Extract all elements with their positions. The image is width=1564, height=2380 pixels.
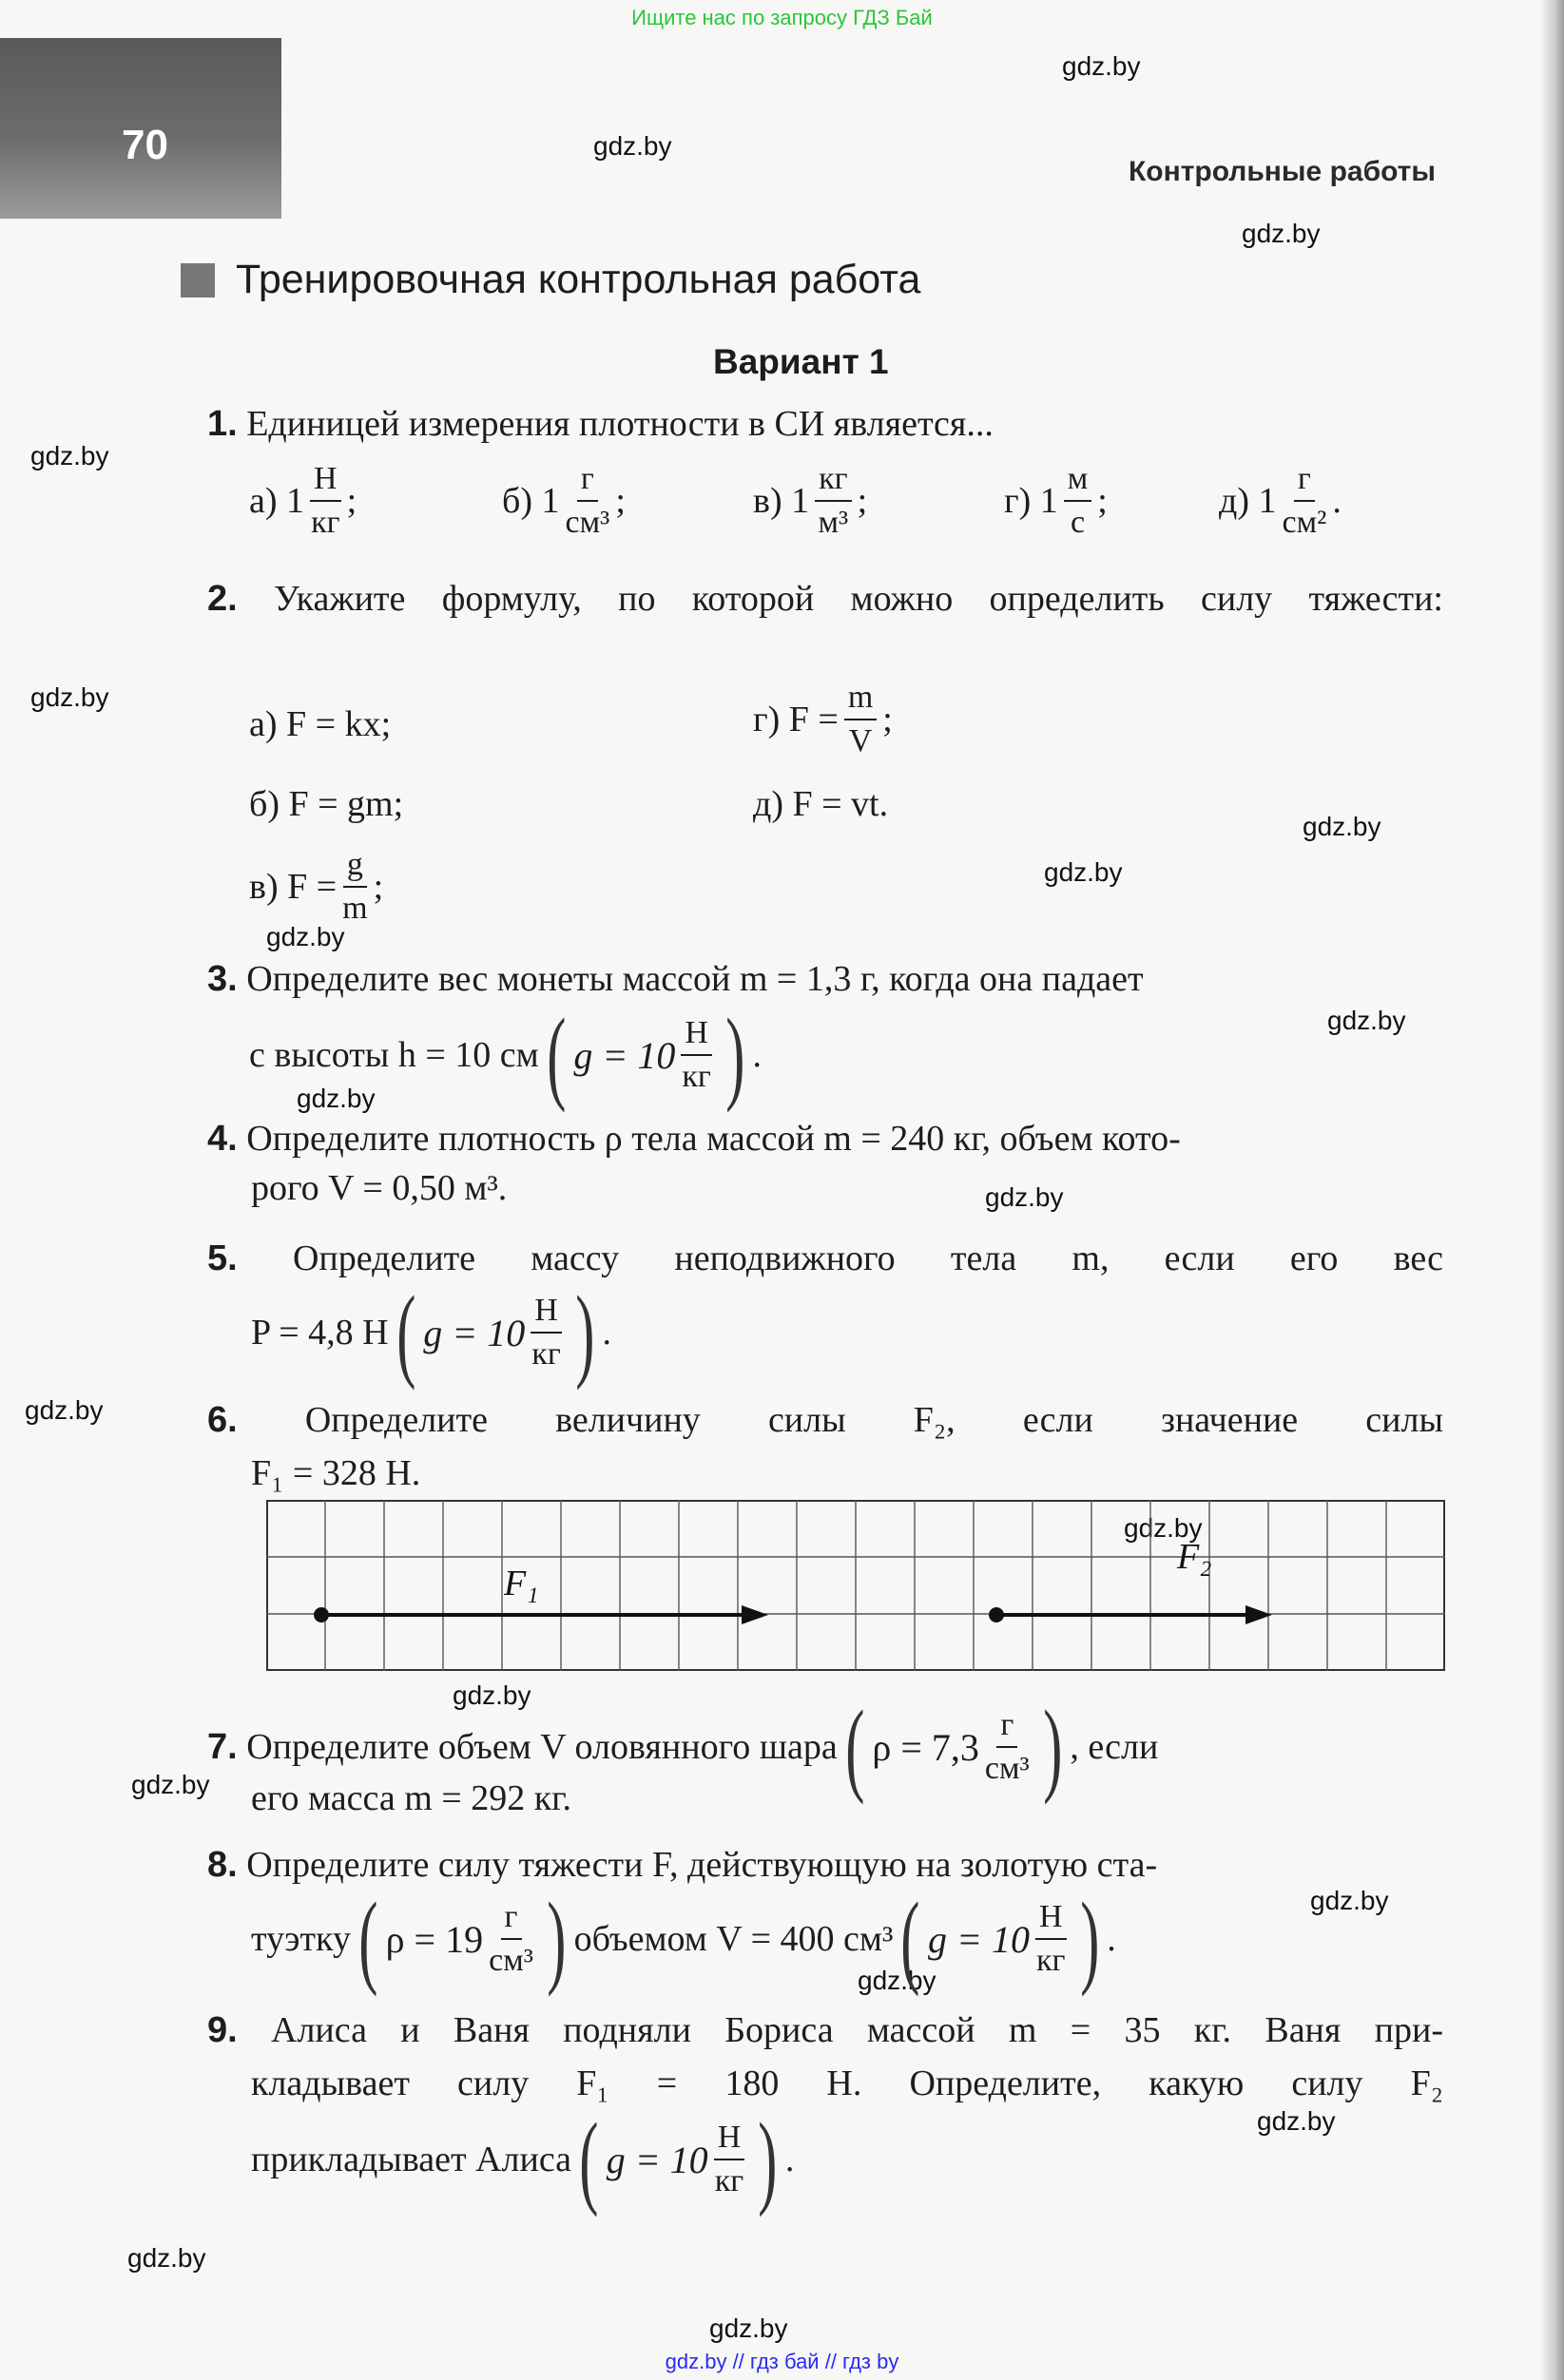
watermark: gdz.by (1257, 2106, 1336, 2136)
option-label: г) F = (753, 700, 839, 739)
option-label: г) 1 (1004, 481, 1058, 521)
question-4 (207, 1114, 1443, 1213)
q2-option-g (753, 677, 893, 762)
watermark: gdz.by (30, 441, 109, 470)
watermark: gdz.by (25, 1395, 104, 1425)
fraction-numerator: г (577, 458, 598, 502)
formula-fraction (342, 844, 367, 930)
given-constant: ( g = 10 $\frac{Н}{кг}$ ) (396, 1275, 595, 1391)
fraction-numerator: Н (714, 2117, 745, 2160)
question-text: Определите объем V оловянного шара (246, 1727, 838, 1767)
unit-fraction (531, 1290, 562, 1375)
worksheet-title (181, 257, 920, 303)
question-number: 5. (207, 1238, 238, 1278)
unit-fraction (985, 1704, 1030, 1790)
question-text: Единицей измерения плотности в СИ является... (246, 404, 994, 444)
watermark: gdz.by (593, 131, 672, 161)
watermark: gdz.by (1242, 219, 1321, 248)
question-text: с высоты h = 10 см (249, 1035, 539, 1075)
fraction-denominator: см³ (565, 505, 610, 540)
option-tail: ; (615, 481, 626, 521)
q2-option-d: д) F = vt. (753, 784, 889, 824)
fraction-denominator: кг (682, 1059, 711, 1094)
question-tail: . (752, 1035, 763, 1075)
unit-fraction (714, 2117, 745, 2202)
option-tail: ; (882, 700, 893, 739)
question-text: прикладывает Алиса (251, 2140, 572, 2179)
question-9-line-2: кладывает силу F₁ = 180 Н. Определите, какую силу F₂ (251, 2063, 1443, 2103)
fraction-numerator: г (1294, 458, 1315, 502)
fraction-denominator: м³ (818, 505, 849, 540)
question-number: 8. (207, 1845, 238, 1885)
watermark: gdz.by (127, 2243, 206, 2273)
unit-fraction (489, 1896, 533, 1982)
fraction-denominator: см³ (489, 1943, 533, 1978)
formula-fraction (844, 677, 877, 762)
question-text: , если (1070, 1727, 1159, 1767)
question-number: 7. (207, 1726, 238, 1767)
watermark: gdz.by (709, 2313, 788, 2343)
watermark: gdz.by (453, 1680, 531, 1710)
unit-fraction (815, 458, 851, 544)
variant-heading: Вариант 1 (713, 342, 889, 381)
watermark: gdz.by (266, 922, 345, 951)
option-tail: ; (373, 867, 384, 907)
question-text: Определите массу неподвижного тела m, если его вес (292, 1238, 1444, 1278)
fraction-denominator: V (848, 723, 873, 758)
question-text: Определите величину силы F₂, если значение силы (304, 1400, 1443, 1440)
title-text: Тренировочная контрольная работа (236, 257, 921, 302)
f2-label: F₂ (1177, 1537, 1212, 1577)
q1-option-d (1219, 458, 1342, 544)
question-text: туэтку (251, 1919, 351, 1959)
fraction-numerator: Н (531, 1290, 562, 1334)
question-number: 6. (207, 1400, 238, 1440)
unit-fraction (1064, 458, 1092, 544)
q2-option-b: б) F = gm; (249, 784, 404, 824)
fraction-numerator: Н (310, 458, 341, 502)
constant-value: g = 10 (423, 1311, 526, 1354)
question-8-line-2 (251, 1881, 1116, 1997)
option-label: в) F = (249, 867, 338, 907)
fraction-numerator: Н (681, 1012, 712, 1056)
question-6-line-2: F₁ = 328 Н. (251, 1453, 421, 1493)
point-of-application (314, 1607, 329, 1622)
question-5 (207, 1234, 1443, 1283)
watermark: gdz.by (131, 1770, 210, 1799)
given-density: ( ρ = 19 $\frac{г}{\text{см³}}$ ) (358, 1881, 567, 1997)
fraction-numerator: кг (815, 458, 851, 502)
constant-value: g = 10 (927, 1917, 1030, 1961)
q2-option-v (249, 844, 383, 930)
fraction-numerator: г (501, 1896, 522, 1940)
question-6 (207, 1395, 1443, 1445)
option-label: б) 1 (502, 481, 560, 521)
fraction-denominator: см³ (984, 1751, 1030, 1786)
question-3-line-2 (249, 997, 763, 1113)
watermark: gdz.by (297, 1084, 376, 1113)
footer-links[interactable]: gdz.by // гдз бай // гдз by (665, 2350, 899, 2373)
option-label: а) 1 (249, 481, 305, 521)
given-constant: ( g = 10 $\frac{Н}{кг}$ ) (900, 1881, 1099, 1997)
question-text: рого V = 0,50 м³. (251, 1168, 508, 1208)
option-tail: . (1332, 481, 1342, 521)
density-value: ρ = 7,3 (872, 1725, 979, 1769)
constant-value: g = 10 (606, 2138, 708, 2181)
force-vector-grid (266, 1500, 1445, 1676)
fraction-numerator: г (996, 1704, 1017, 1748)
fraction-numerator: g (343, 844, 367, 888)
question-text: Определите силу тяжести F, действующую на золотую ста- (246, 1845, 1158, 1885)
arrowhead-icon (742, 1605, 768, 1624)
question-tail: . (784, 2140, 795, 2179)
constant-value: g = 10 (573, 1033, 676, 1077)
question-1 (207, 399, 1443, 449)
question-9 (207, 2006, 1443, 2055)
fraction-denominator: кг (531, 1336, 561, 1372)
question-number: 4. (207, 1119, 238, 1159)
question-3 (207, 954, 1443, 1004)
watermark: gdz.by (1044, 857, 1123, 887)
page-number: 70 (122, 122, 168, 168)
watermark: gdz.by (858, 1966, 936, 1995)
question-9-line-3 (251, 2102, 795, 2217)
fraction-denominator: с (1070, 505, 1086, 540)
question-text: Определите плотность ρ тела массой m = 240 кг, объем кото- (246, 1119, 1181, 1159)
grid-diagram (266, 1500, 1445, 1671)
top-banner[interactable]: Ищите нас по запросу ГДЗ Бай (631, 6, 933, 29)
unit-fraction (1283, 458, 1327, 544)
unit-fraction (310, 458, 341, 544)
watermark: gdz.by (1303, 812, 1381, 841)
question-text: Алиса и Ваня подняли Бориса массой m = 35 кг. Ваня при- (271, 2010, 1444, 2050)
question-number: 1. (207, 404, 238, 444)
watermark: gdz.by (1310, 1886, 1389, 1915)
question-text: объемом V = 400 см³ (573, 1919, 894, 1959)
watermark: gdz.by (30, 682, 109, 712)
page-edge-shadow (1539, 0, 1564, 2380)
option-tail: ; (346, 481, 357, 521)
question-5-line-2 (251, 1275, 611, 1391)
bullet-square-icon (181, 263, 215, 298)
option-label: д) 1 (1219, 481, 1277, 521)
watermark: gdz.by (985, 1182, 1064, 1212)
unit-fraction (1035, 1896, 1067, 1982)
fraction-numerator: Н (1035, 1896, 1067, 1940)
question-tail: . (1107, 1919, 1116, 1959)
watermark: gdz.by (1327, 1006, 1406, 1035)
given-constant: ( g = 10 $\frac{Н}{кг}$ ) (579, 2102, 778, 2217)
question-8 (207, 1840, 1443, 1890)
q1-option-a (249, 458, 357, 544)
unit-fraction (681, 1012, 712, 1098)
unit-fraction (566, 458, 610, 544)
given-constant: ( g = 10 $\frac{Н}{кг}$ ) (546, 997, 745, 1113)
option-tail: ; (1097, 481, 1108, 521)
point-of-application (989, 1607, 1004, 1622)
fraction-denominator: кг (311, 505, 340, 540)
watermark: gdz.by (1062, 51, 1141, 81)
fraction-denominator: m (342, 891, 368, 926)
question-text: Укажите формулу, по которой можно определить силу тяжести: (274, 579, 1443, 619)
question-number: 3. (207, 959, 238, 999)
q2-option-a: а) F = kx; (249, 704, 392, 744)
question-number: 9. (207, 2010, 238, 2050)
fraction-denominator: см² (1282, 505, 1327, 540)
option-tail: ; (857, 481, 868, 521)
density-value: ρ = 19 (385, 1917, 484, 1961)
given-density: ( ρ = 7,3 $\frac{г}{\text{см³}}$ ) (844, 1689, 1063, 1805)
question-tail: . (602, 1313, 611, 1353)
question-7-line-2: его масса m = 292 кг. (251, 1778, 571, 1818)
fraction-numerator: m (844, 677, 877, 720)
watermark: gdz.by (1124, 1513, 1203, 1543)
option-label: в) 1 (753, 481, 810, 521)
f1-label: F₁ (504, 1564, 539, 1603)
question-number: 2. (207, 579, 238, 619)
q1-option-v (753, 458, 867, 544)
q1-option-b (502, 458, 626, 544)
fraction-denominator: кг (714, 2163, 744, 2198)
q1-option-g (1004, 458, 1108, 544)
question-text: P = 4,8 Н (251, 1313, 389, 1353)
fraction-denominator: кг (1036, 1943, 1066, 1978)
question-2 (207, 574, 1443, 624)
fraction-numerator: м (1064, 458, 1092, 502)
section-header: Контрольные работы (1128, 156, 1436, 187)
question-text: Определите вес монеты массой m = 1,3 г, когда она падает (246, 959, 1144, 999)
